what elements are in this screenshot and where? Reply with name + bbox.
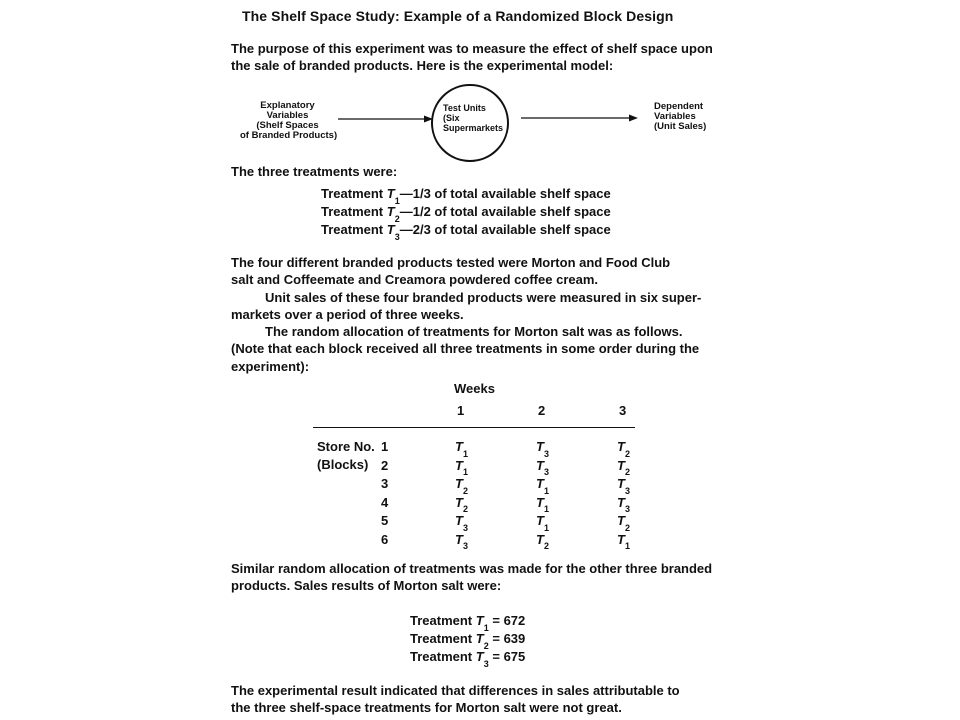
- treatments-heading: The three treatments were:: [231, 164, 398, 179]
- table-cell-treatment: [455, 532, 468, 550]
- table-store-number: 4: [381, 494, 389, 510]
- body-line: The random allocation of treatments for Morton salt was as follows.: [265, 324, 683, 339]
- table-cell-treatment: [536, 439, 549, 457]
- table-cell-treatment: [617, 458, 630, 476]
- treatment-symbol: T: [617, 476, 625, 491]
- table-cell-treatment: [536, 532, 549, 550]
- treatment-subscript: 3: [543, 448, 549, 459]
- result-subscript: 3: [483, 658, 489, 669]
- result-label: Treatment: [410, 649, 473, 664]
- table-cell-treatment: [536, 458, 549, 476]
- treatment-subscript: 2: [462, 504, 468, 515]
- model-left-line: (Shelf Spaces: [256, 120, 319, 131]
- body-line: The four different branded products tested were Morton and Food Club: [231, 255, 671, 270]
- table-cell-treatment: [617, 532, 630, 550]
- treatment-subscript: 2: [624, 522, 630, 533]
- table-store-number: 3: [381, 476, 389, 491]
- treatment-text: —2/3 of total available shelf space: [399, 222, 611, 237]
- treatment-subscript: 2: [394, 213, 400, 224]
- model-center-line: Supermarkets: [443, 123, 504, 133]
- table-cell-treatment: [536, 495, 549, 513]
- result-subscript: 1: [483, 622, 489, 633]
- treatment-label: Treatment: [321, 186, 384, 201]
- treatment-symbol: T: [536, 513, 544, 528]
- treatment-symbol: T: [386, 222, 395, 237]
- treatment-subscript: 2: [624, 448, 630, 459]
- treatment-symbol: T: [455, 531, 463, 547]
- table-cell-treatment: [536, 513, 549, 531]
- result-line: [410, 648, 525, 671]
- treatment-symbol: T: [536, 457, 544, 473]
- treatment-symbol: T: [455, 513, 463, 528]
- result-value: = 672: [492, 613, 526, 628]
- similar-line: Similar random allocation of treatments was made for the other three branded: [231, 561, 713, 576]
- table-header-rule: [313, 427, 635, 428]
- model-right-line: Dependent: [654, 101, 704, 112]
- treatment-symbol: T: [455, 439, 463, 454]
- treatment-subscript: 3: [394, 231, 400, 242]
- table-cell-treatment: [455, 439, 468, 457]
- treatment-subscript: 2: [624, 467, 630, 478]
- intro-line-1: The purpose of this experiment was to measure the effect of shelf space upon: [231, 41, 713, 56]
- treatment-symbol: T: [617, 439, 625, 454]
- table-store-number: 1: [381, 439, 389, 454]
- intro-line-2: the sale of branded products. Here is the experimental model:: [231, 58, 614, 73]
- treatment-subscript: 3: [624, 504, 630, 515]
- treatment-subscript: 1: [462, 448, 468, 459]
- model-center-line: Test Units: [443, 103, 486, 113]
- treatment-subscript: 3: [624, 485, 630, 496]
- result-symbol: T: [475, 631, 484, 646]
- similar-line: products. Sales results of Morton salt were:: [231, 578, 502, 593]
- treatment-symbol: T: [455, 494, 463, 510]
- body-line: (Note that each block received all three treatments in some order during the: [231, 341, 700, 356]
- result-symbol: T: [475, 649, 484, 664]
- body-line: Unit sales of these four branded products were measured in six super-: [265, 290, 702, 305]
- table-cell-treatment: [455, 495, 468, 513]
- treatment-subscript: 3: [462, 522, 468, 533]
- treatment-label: Treatment: [321, 204, 384, 219]
- table-week-header: 1: [457, 403, 465, 418]
- table-store-number: 5: [381, 513, 389, 528]
- treatment-symbol: T: [386, 186, 395, 201]
- table-row-label-blocks: (Blocks): [317, 457, 369, 472]
- table-store-number: 6: [381, 531, 389, 547]
- treatment-subscript: 2: [462, 485, 468, 496]
- treatment-subscript: 1: [394, 195, 400, 206]
- result-label: Treatment: [410, 631, 473, 646]
- treatment-text: —1/2 of total available shelf space: [399, 204, 611, 219]
- treatment-subscript: 3: [543, 467, 549, 478]
- result-label: Treatment: [410, 613, 473, 628]
- model-right-line: Variables: [654, 111, 696, 122]
- treatment-symbol: T: [617, 513, 625, 528]
- treatment-symbol: T: [455, 457, 463, 473]
- table-cell-treatment: [617, 476, 630, 494]
- body-line: markets over a period of three weeks.: [231, 307, 464, 322]
- result-subscript: 2: [483, 640, 489, 651]
- body-line: experiment):: [231, 359, 310, 374]
- table-week-header: 2: [538, 403, 546, 418]
- treatment-symbol: T: [386, 204, 395, 219]
- model-explanatory-label: [240, 100, 338, 141]
- treatment-symbol: T: [536, 531, 544, 547]
- result-value: = 639: [492, 631, 526, 646]
- table-store-number: 2: [381, 457, 389, 473]
- model-center-line: (Six: [443, 113, 460, 123]
- treatment-subscript: 3: [462, 541, 468, 552]
- model-test-units-circle: [431, 84, 509, 162]
- result-value: = 675: [492, 649, 526, 664]
- treatment-symbol: T: [617, 531, 625, 547]
- result-symbol: T: [475, 613, 484, 628]
- treatment-subscript: 1: [543, 485, 549, 496]
- treatment-symbol: T: [617, 494, 625, 510]
- model-arrow-right: [521, 113, 639, 123]
- table-cell-treatment: [617, 495, 630, 513]
- treatment-text: —1/3 of total available shelf space: [399, 186, 611, 201]
- table-cell-treatment: [455, 513, 468, 531]
- table-cell-treatment: [617, 439, 630, 457]
- treatment-symbol: T: [536, 494, 544, 510]
- model-right-line: (Unit Sales): [654, 121, 707, 132]
- treatment-symbol: T: [617, 457, 625, 473]
- treatment-subscript: 1: [543, 522, 549, 533]
- table-cell-treatment: [455, 476, 468, 494]
- model-test-units-label: [443, 103, 503, 133]
- model-left-line: of Branded Products): [240, 130, 338, 141]
- treatment-line: [321, 221, 611, 244]
- body-line: salt and Coffeemate and Creamora powdered coffee cream.: [231, 272, 599, 287]
- table-week-header: 3: [619, 403, 627, 418]
- table-cell-treatment: [617, 513, 630, 531]
- page-title: The Shelf Space Study: Example of a Randomized Block Design: [242, 8, 674, 24]
- treatment-label: Treatment: [321, 222, 384, 237]
- model-dependent-label: [654, 102, 706, 132]
- treatment-subscript: 1: [543, 504, 549, 515]
- conclusion-line: the three shelf-space treatments for Morton salt were not great.: [231, 700, 622, 715]
- treatment-subscript: 1: [624, 541, 630, 552]
- table-weeks-label: Weeks: [454, 381, 495, 396]
- model-left-line: Explanatory: [260, 100, 315, 111]
- conclusion-line: The experimental result indicated that differences in sales attributable to: [231, 683, 680, 698]
- treatment-symbol: T: [536, 439, 544, 454]
- table-row-label-store: Store No.: [317, 439, 375, 454]
- model-arrow-left: [338, 114, 434, 124]
- treatment-subscript: 1: [462, 467, 468, 478]
- model-left-line: Variables: [266, 110, 309, 121]
- treatment-symbol: T: [536, 476, 544, 491]
- treatment-symbol: T: [455, 476, 463, 491]
- table-cell-treatment: [455, 458, 468, 476]
- treatment-subscript: 2: [543, 541, 549, 552]
- table-cell-treatment: [536, 476, 549, 494]
